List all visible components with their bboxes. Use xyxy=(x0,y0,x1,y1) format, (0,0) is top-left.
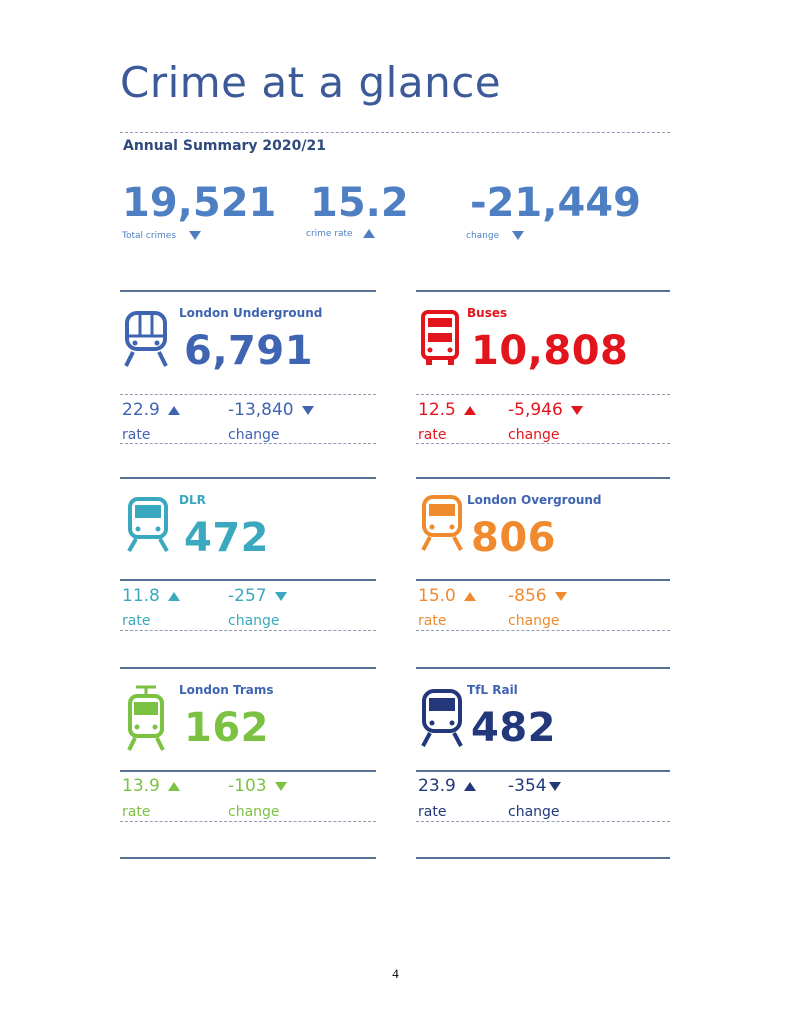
mode-total-dlr: 472 xyxy=(184,515,269,561)
change-buses xyxy=(508,400,583,420)
change-overground xyxy=(508,586,567,606)
change-value: -5,946 xyxy=(508,400,563,420)
card-divider xyxy=(120,770,376,772)
page-title: Crime at a glance xyxy=(120,58,502,107)
change-label: change xyxy=(228,427,280,443)
card-dash xyxy=(120,821,376,822)
rate-value: 12.5 xyxy=(418,400,456,420)
rate-dlr xyxy=(122,586,180,606)
down-triangle-icon xyxy=(549,782,561,791)
change-label: change xyxy=(508,613,560,629)
card-divider xyxy=(120,667,376,669)
mode-name-tfl-rail: TfL Rail xyxy=(467,683,518,697)
card-dash xyxy=(416,630,670,631)
rate-label: rate xyxy=(122,613,151,629)
rate-buses xyxy=(418,400,476,420)
change-value: -13,840 xyxy=(228,400,294,420)
card-divider xyxy=(416,667,670,669)
mode-name-buses: Buses xyxy=(467,306,508,320)
change-value: -354 xyxy=(508,776,547,796)
rate-label: rate xyxy=(418,427,447,443)
rate-label: rate xyxy=(418,804,447,820)
card-divider xyxy=(120,477,376,479)
change-label: change xyxy=(228,613,280,629)
rate-label: rate xyxy=(122,427,151,443)
rate-value: 13.9 xyxy=(122,776,160,796)
up-triangle-icon xyxy=(168,406,180,415)
up-triangle-icon xyxy=(464,592,476,601)
down-triangle-icon xyxy=(571,406,583,415)
mode-total-tfl-rail: 482 xyxy=(471,705,556,751)
card-divider xyxy=(120,579,376,581)
dlr-train-icon xyxy=(126,496,170,552)
rate-label: rate xyxy=(122,804,151,820)
crime-rate-label: crime rate xyxy=(306,229,353,239)
double-decker-bus-icon xyxy=(420,310,460,366)
change-value: -257 xyxy=(228,586,267,606)
change-label: change xyxy=(228,804,280,820)
rate-value: 15.0 xyxy=(418,586,456,606)
change-tfl-rail xyxy=(508,776,561,796)
tram-icon xyxy=(124,684,168,752)
up-triangle-icon xyxy=(168,782,180,791)
change-trams xyxy=(228,776,287,796)
rail-train-icon xyxy=(420,688,464,748)
down-triangle-icon xyxy=(512,231,524,240)
card-divider xyxy=(416,857,670,859)
up-triangle-icon xyxy=(464,782,476,791)
total-crimes-value: 19,521 xyxy=(122,180,277,226)
rate-underground xyxy=(122,400,180,420)
change-underground xyxy=(228,400,314,420)
card-dash xyxy=(416,394,670,395)
tube-train-icon xyxy=(122,310,170,368)
up-triangle-icon xyxy=(168,592,180,601)
card-divider xyxy=(416,770,670,772)
summary-heading: Annual Summary 2020/21 xyxy=(123,138,326,154)
mode-name-dlr: DLR xyxy=(179,493,206,507)
card-dash xyxy=(416,443,670,444)
rate-tfl-rail xyxy=(418,776,476,796)
card-dash xyxy=(416,821,670,822)
total-change-label: change xyxy=(466,231,500,241)
total-change-caption xyxy=(466,231,524,241)
mode-name-overground: London Overground xyxy=(467,493,602,507)
change-label: change xyxy=(508,804,560,820)
change-value: -856 xyxy=(508,586,547,606)
page-number: 4 xyxy=(392,966,399,981)
change-value: -103 xyxy=(228,776,267,796)
card-divider xyxy=(416,579,670,581)
down-triangle-icon xyxy=(275,592,287,601)
rate-value: 23.9 xyxy=(418,776,456,796)
change-label: change xyxy=(508,427,560,443)
summary-top-divider xyxy=(120,132,670,133)
card-divider xyxy=(416,290,670,292)
mode-name-underground: London Underground xyxy=(179,306,323,320)
card-divider xyxy=(416,477,670,479)
rate-label: rate xyxy=(418,613,447,629)
crime-rate-value: 15.2 xyxy=(310,180,409,226)
down-triangle-icon xyxy=(275,782,287,791)
crime-rate-caption xyxy=(306,229,375,239)
rate-value: 11.8 xyxy=(122,586,160,606)
overground-train-icon xyxy=(420,494,464,552)
total-change-value: -21,449 xyxy=(470,180,641,226)
total-crimes-caption xyxy=(122,231,201,241)
mode-total-buses: 10,808 xyxy=(471,328,629,374)
rate-trams xyxy=(122,776,180,796)
down-triangle-icon xyxy=(555,592,567,601)
card-dash xyxy=(120,630,376,631)
up-triangle-icon xyxy=(363,229,375,238)
card-dash xyxy=(120,443,376,444)
total-crimes-label: Total crimes xyxy=(122,231,177,241)
down-triangle-icon xyxy=(189,231,201,240)
rate-value: 22.9 xyxy=(122,400,160,420)
change-dlr xyxy=(228,586,287,606)
card-dash xyxy=(120,394,376,395)
mode-total-underground: 6,791 xyxy=(184,328,314,374)
rate-overground xyxy=(418,586,476,606)
up-triangle-icon xyxy=(464,406,476,415)
down-triangle-icon xyxy=(302,406,314,415)
mode-total-trams: 162 xyxy=(184,705,269,751)
mode-total-overground: 806 xyxy=(471,515,556,561)
card-divider xyxy=(120,857,376,859)
card-divider xyxy=(120,290,376,292)
mode-name-trams: London Trams xyxy=(179,683,274,697)
